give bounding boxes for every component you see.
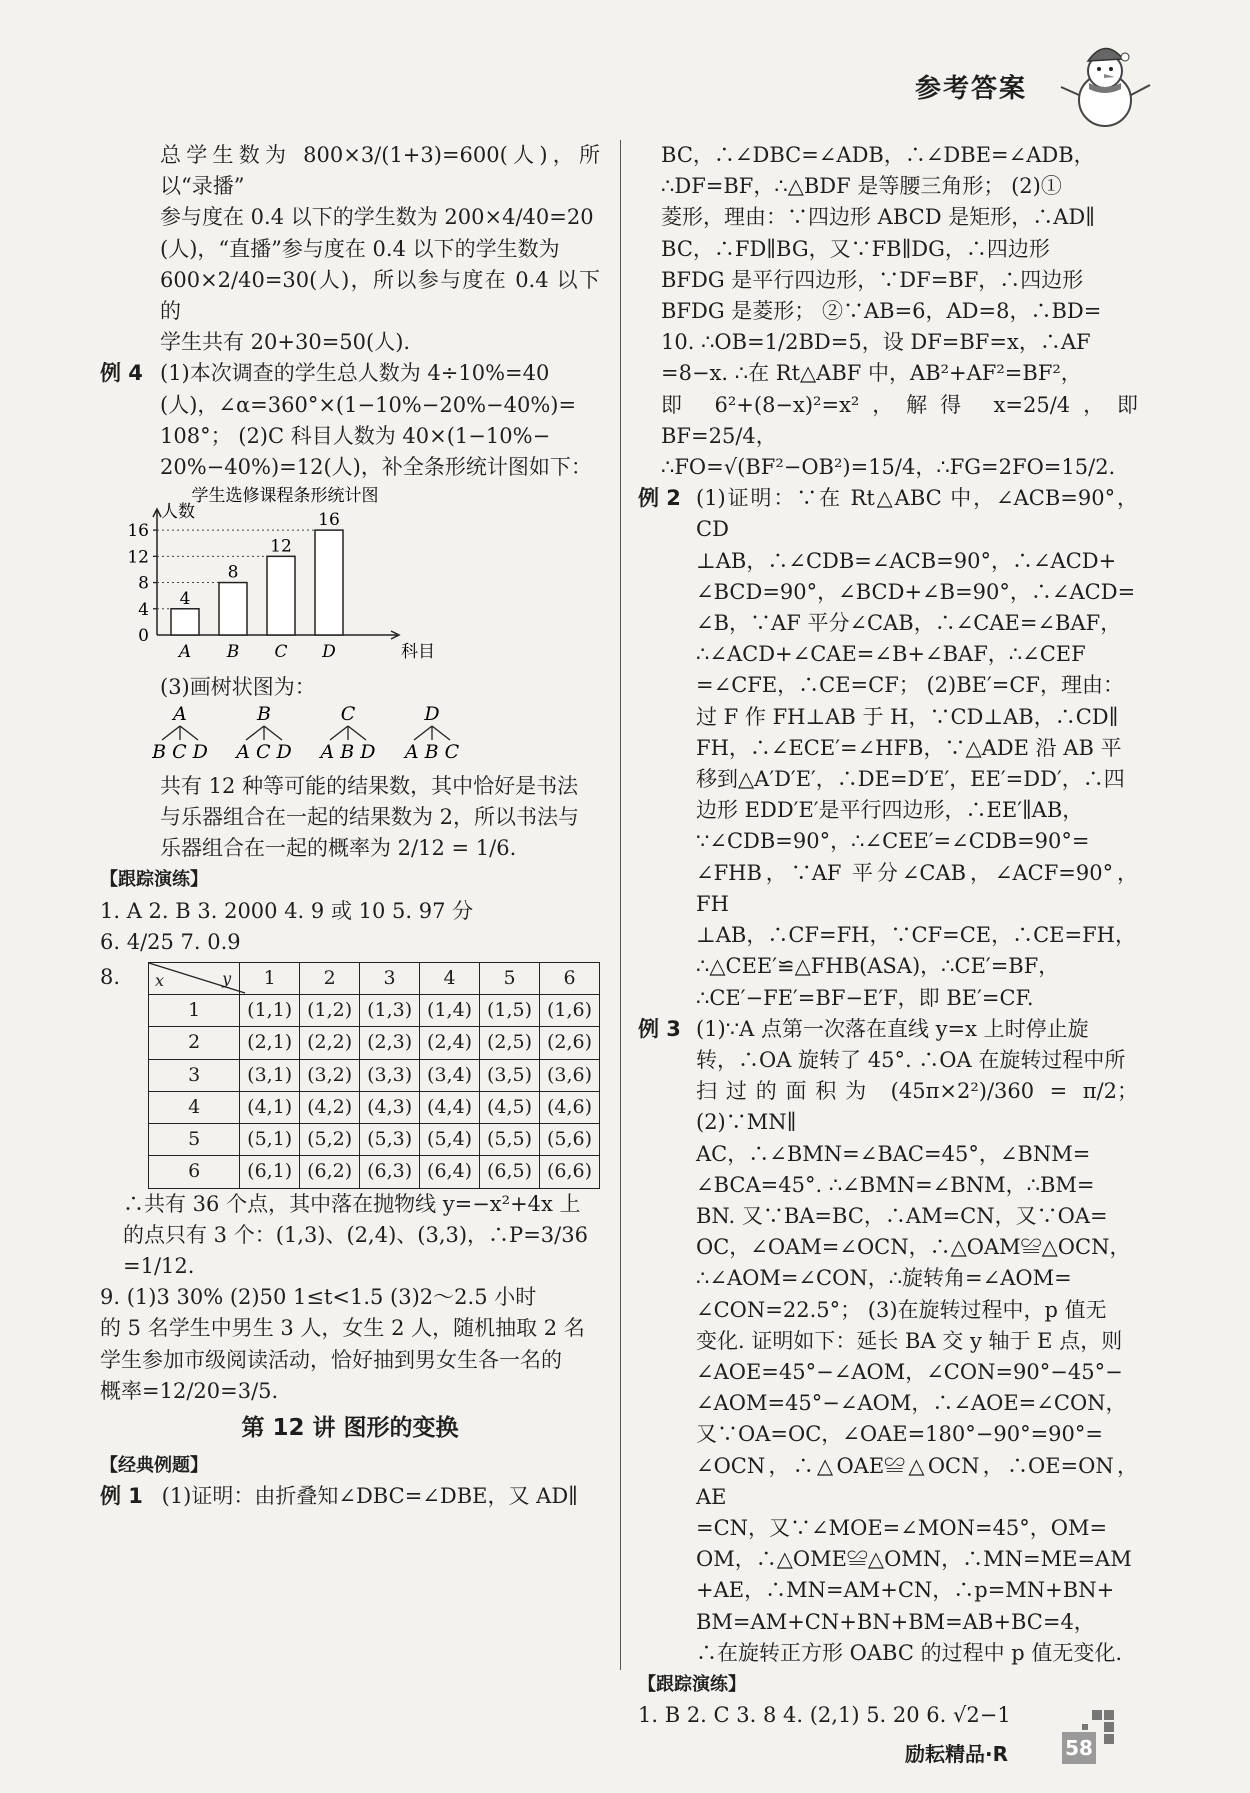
x-tick-label: A (178, 642, 192, 663)
text-line: 乐器组合在一起的概率为 2/12 = 1/6. (160, 836, 517, 861)
left-top-text (100, 140, 600, 358)
text-line: 总学生数为 800×3/(1+3)=600(人)，所以“录播” (160, 143, 600, 199)
table-cell: (2,3) (360, 1027, 420, 1059)
table-cell: (5,4) (420, 1124, 480, 1156)
text-line: 共有 12 种等可能的结果数，其中恰好是书法 (160, 773, 579, 798)
table-cell: (2,4) (420, 1027, 480, 1059)
section-title: 第 12 讲 图形的变换 (241, 1414, 459, 1441)
text-line: (1)∵A 点第一次落在直线 y=x 上时停止旋 (696, 1016, 1089, 1041)
table-cell: (3,5) (480, 1059, 540, 1091)
text-line: 与乐器组合在一起的结果数为 2，所以书法与 (160, 805, 580, 830)
text-line: =1/12. (123, 1253, 195, 1278)
text-line: =∠CFE，∴CE=CF； (2)BE′=CF，理由： (696, 673, 1124, 698)
text-line: OC，∠OAM=∠OCN，∴△OAM≌△OCN， (696, 1235, 1131, 1260)
table-row (149, 995, 600, 1027)
text-line: =8−x. ∴在 Rt△ABF 中，AB²+AF²=BF²， (661, 361, 1082, 386)
text-line: ∴在旋转正方形 OABC 的过程中 p 值无变化. (696, 1640, 1123, 1665)
right-top-text (638, 140, 1138, 483)
text-line: ∠CON=22.5°； (3)在旋转过程中，p 值无 (696, 1297, 1107, 1322)
table-row-header: 5 (149, 1124, 240, 1156)
text-line: ∴FO=√(BF²−OB²)=15/4，∴FG=2FO=15/2. (661, 455, 1116, 480)
text-line: 即 6²+(8−x)²=x²，解得 x=25/4，即 BF=25/4， (661, 392, 1138, 448)
chart-title: 学生选修课程条形统计图 (191, 486, 379, 507)
text-line: BFDG 是平行四边形，∵DF=BF，∴四边形 (661, 267, 1084, 292)
table-row-header: 1 (149, 995, 240, 1027)
bar-chart-svg (105, 485, 465, 663)
tree-leaves: A B D (320, 740, 376, 763)
text-line: 参与度在 0.4 以下的学生数为 200×4/40=20 (160, 205, 594, 230)
text-line: ∴CE′−FE′=BF−E′F，即 BE′=CF. (696, 985, 1034, 1010)
tree-intro: (3)画树状图为： (160, 675, 316, 700)
text-line: 1. A 2. B 3. 2000 4. 9 或 10 5. 97 分 (100, 898, 474, 923)
table-cell: (5,6) (539, 1124, 599, 1156)
table-cell: (3,6) (539, 1059, 599, 1091)
text-line: 9. (1)3 30% (2)50 1≤t<1.5 (3)2～2.5 小时 (100, 1285, 537, 1310)
tree-branch (330, 726, 348, 740)
y-tick-label: 0 (138, 626, 149, 647)
tree-root: D (424, 702, 440, 725)
table-row (149, 1059, 600, 1091)
page-number: 58 (1062, 1732, 1096, 1764)
bar-value-label: 8 (227, 562, 239, 583)
bar-C (267, 557, 295, 636)
text-line: ∵∠CDB=90°，∴∠CEE′=∠CDB=90°= (696, 829, 1090, 854)
table-cell: (3,2) (300, 1059, 360, 1091)
text-line: 变化. 证明如下：延长 BA 交 y 轴于 E 点，则 (696, 1328, 1123, 1353)
table-cell: (6,6) (539, 1156, 599, 1188)
table-cell: (2,6) (539, 1027, 599, 1059)
table-col-header: 6 (539, 963, 599, 995)
left-column (100, 140, 600, 1513)
follow-lines-left (100, 896, 600, 958)
tree-root: B (257, 702, 271, 725)
table-row-header: 6 (149, 1156, 240, 1188)
table-cell: (5,5) (480, 1124, 540, 1156)
text-line: =CN，又∵∠MOE=∠MON=45°，OM= (696, 1515, 1108, 1540)
table-cell: (1,4) (420, 995, 480, 1027)
right-column (638, 140, 1138, 1731)
table-cell: (1,6) (539, 995, 599, 1027)
text-line: (人)，∠α=360°×(1−10%−20%−40%)= (160, 392, 577, 417)
text-line: BC，∴FD∥BG，又∵FB∥DG，∴四边形 (661, 236, 1050, 261)
classic-label: 【经典例题】 (100, 1455, 208, 1477)
table-cell: (6,3) (360, 1156, 420, 1188)
tree-branch (180, 726, 198, 740)
tree-leaves: A B C (404, 740, 460, 763)
table-cell: (3,3) (360, 1059, 420, 1091)
y-tick-label: 12 (127, 547, 149, 568)
tree-branch (414, 726, 432, 740)
text-line: 的点只有 3 个：(1,3)、(2,4)、(3,3)，∴P=3/36 (123, 1222, 588, 1247)
text-line: BM=AM+CN+BN+BM=AB+BC=4， (696, 1609, 1095, 1634)
example-1-label: 例 1 (100, 1484, 143, 1509)
table-cell: (1,5) (480, 995, 540, 1027)
text-line: 扫过的面积为 (45π×2²)/360 = π/2； (2)∵MN∥ (696, 1079, 1138, 1135)
text-line: 过 F 作 FH⊥AB 于 H，∵CD⊥AB，∴CD∥ (696, 704, 1119, 729)
table-cell: (5,1) (240, 1124, 300, 1156)
text-line: (人)，“直播”参与度在 0.4 以下的学生数为 (160, 236, 560, 261)
text-line: 转，∴OA 旋转了 45°. ∴OA 在旋转过程中所 (696, 1047, 1126, 1072)
example-4 (100, 358, 600, 483)
tree-diagram (152, 702, 600, 763)
text-line: 移到△A′D′E′，∴DE=D′E′，EE′=DD′，∴四 (696, 767, 1125, 792)
example-3-label: 例 3 (638, 1016, 681, 1041)
table-cell: (6,5) (480, 1156, 540, 1188)
text-line: ∠BCA=45°. ∴∠BMN=∠BNM，∴BM= (696, 1172, 1095, 1197)
y-tick-label: 4 (138, 600, 149, 621)
bar-value-label: 4 (179, 589, 191, 610)
table-cell: (6,2) (300, 1156, 360, 1188)
table-col-header: 5 (480, 963, 540, 995)
bar-value-label: 16 (318, 510, 340, 531)
table-cell: (4,4) (420, 1091, 480, 1123)
x-tick-label: C (274, 642, 288, 663)
text-line: ∠AOM=45°−∠AOM，∴∠AOE=∠CON， (696, 1391, 1127, 1416)
table-cell: (3,4) (420, 1059, 480, 1091)
example-1 (100, 1481, 600, 1512)
text-line: (1)本次调查的学生总人数为 4÷10%=40 (160, 361, 550, 386)
question-9 (100, 1282, 600, 1407)
text-line: ∠AOE=45°−∠AOM，∠CON=90°−45°− (696, 1359, 1123, 1384)
y-axis-label: 人数 (161, 502, 195, 523)
y-tick-label: 8 (138, 573, 149, 594)
tree-branch (348, 726, 366, 740)
coordinate-table (148, 962, 600, 1188)
example-4-label: 例 4 (100, 361, 143, 386)
follow-label-left: 【跟踪演练】 (100, 869, 208, 891)
corner-y-label: y (222, 969, 232, 989)
corner-x-label: x (155, 971, 165, 991)
table-cell: (3,1) (240, 1059, 300, 1091)
snowman-icon (1055, 35, 1155, 130)
text-line: ∠OCN，∴△OAE≌△OCN，∴OE=ON，AE (696, 1453, 1138, 1509)
table-cell: (1,3) (360, 995, 420, 1027)
y-tick-label: 16 (127, 521, 149, 542)
follow-label-right: 【跟踪演练】 (638, 1673, 746, 1695)
example-3 (638, 1014, 1138, 1669)
text-line: BFDG 是菱形； ②∵AB=6，AD=8，∴BD= (661, 299, 1102, 324)
example-2-label: 例 2 (638, 486, 681, 511)
table-cell: (4,6) (539, 1091, 599, 1123)
tree-branch (162, 726, 180, 740)
table-cell: (6,4) (420, 1156, 480, 1188)
text-line: 菱形，理由：∵四边形 ABCD 是矩形，∴AD∥ (661, 205, 1095, 230)
example-4-tail (100, 771, 600, 865)
table-row-header: 4 (149, 1091, 240, 1123)
q8-tail (100, 1189, 600, 1283)
text-line: 的 5 名学生中男生 3 人，女生 2 人，随机抽取 2 名 (100, 1316, 585, 1341)
table-cell: (4,3) (360, 1091, 420, 1123)
text-line: 108°； (2)C 科目人数为 40×(1−10%− (160, 423, 551, 448)
table-corner (149, 963, 240, 995)
tree-leaves: A C D (236, 740, 292, 763)
text-line: 又∵OA=OC，∠OAE=180°−90°=90°= (696, 1422, 1103, 1447)
text-line: ∠BCD=90°，∠BCD+∠B=90°，∴∠ACD= (696, 579, 1136, 604)
example-1-text: (1)证明：由折叠知∠DBC=∠DBE，又 AD∥ (161, 1484, 578, 1509)
text-line: (1)证明：∵在 Rt△ABC 中，∠ACB=90°，CD (696, 486, 1138, 542)
text-line: ∴∠AOM=∠CON，∴旋转角=∠AOM= (696, 1266, 1072, 1291)
table-cell: (2,5) (480, 1027, 540, 1059)
bar-value-label: 12 (270, 536, 292, 557)
bar-D (315, 530, 343, 635)
table-cell: (2,2) (300, 1027, 360, 1059)
tree-root: A (173, 702, 187, 725)
text-line: BN. 又∵BA=BC，∴AM=CN，又∵OA= (696, 1203, 1108, 1228)
table-col-header: 4 (420, 963, 480, 995)
table-row-header: 3 (149, 1059, 240, 1091)
follow-line-right: 1. B 2. C 3. 8 4. (2,1) 5. 20 6. √2−1 (638, 1703, 1011, 1728)
table-cell: (1,1) (240, 995, 300, 1027)
text-line: FH，∴∠ECE′=∠HFB，∵△ADE 沿 AB 平 (696, 735, 1122, 760)
text-line: 600×2/40=30(人)，所以参与度在 0.4 以下的 (160, 267, 600, 324)
bar-A (171, 609, 199, 635)
table-row (149, 1124, 600, 1156)
table-cell: (4,2) (300, 1091, 360, 1123)
text-line: 6. 4/25 7. 0.9 (100, 929, 241, 954)
text-line: OM，∴△OME≌△OMN，∴MN=ME=AM (696, 1547, 1132, 1572)
text-line: AC，∴∠BMN=∠BAC=45°，∠BNM= (696, 1141, 1091, 1166)
footer-brand: 励耘精品·R (905, 1742, 1008, 1766)
table-row (149, 1027, 600, 1059)
text-line: ⊥AB，∴∠CDB=∠ACB=90°，∴∠ACD+ (696, 548, 1117, 573)
bar-B (219, 583, 247, 635)
table-cell: (6,1) (240, 1156, 300, 1188)
text-line: 10. ∴OB=1/2BD=5，设 DF=BF=x，∴AF (661, 330, 1091, 355)
text-line: ∴∠ACD+∠CAE=∠B+∠BAF，∴∠CEF (696, 642, 1086, 667)
text-line: ∴DF=BF，∴△BDF 是等腰三角形； (2)① (661, 174, 1062, 199)
header-title: 参考答案 (915, 74, 1028, 104)
tree-root: C (340, 702, 356, 725)
x-tick-label: D (322, 642, 336, 663)
tree-branch (246, 726, 264, 740)
text-line: 边形 EDD′E′是平行四边形，∴EE′∥AB， (696, 798, 1084, 823)
text-line: ∴△CEE′≌△FHB(ASA)，∴CE′=BF， (696, 954, 1060, 979)
table-row-header: 2 (149, 1027, 240, 1059)
text-line: BC，∴∠DBC=∠ADB，∴∠DBE=∠ADB， (661, 143, 1095, 167)
table-cell: (5,2) (300, 1124, 360, 1156)
table-col-header: 1 (240, 963, 300, 995)
q8-label: 8. (100, 965, 121, 990)
tree-branch (264, 726, 282, 740)
text-line: 学生参加市级阅读活动，恰好抽到男女生各一名的 (100, 1347, 562, 1372)
table-col-header: 3 (360, 963, 420, 995)
text-line: 概率=12/20=3/5. (100, 1378, 279, 1403)
x-tick-label: B (226, 642, 240, 663)
text-line: ∠B，∵AF 平分∠CAB，∴∠CAE=∠BAF， (696, 611, 1122, 636)
column-divider (620, 140, 621, 1670)
tree-leaves: B C D (152, 740, 208, 763)
table-cell: (4,5) (480, 1091, 540, 1123)
text-line: +AE，∴MN=AM+CN，∴p=MN+BN+ (696, 1578, 1115, 1603)
text-line: 20%−40%)=12(人)，补全条形统计图如下： (160, 455, 592, 480)
text-line: ∴共有 36 个点，其中落在抛物线 y=−x²+4x 上 (123, 1191, 581, 1216)
table-row (149, 1091, 600, 1123)
table-cell: (5,3) (360, 1124, 420, 1156)
example-2 (638, 483, 1138, 1013)
table-row (149, 1156, 600, 1188)
text-line: ⊥AB，∴CF=FH，∵CF=CE，∴CE=FH， (696, 923, 1136, 948)
table-cell: (4,1) (240, 1091, 300, 1123)
text-line: 学生共有 20+30=50(人). (160, 330, 411, 355)
table-col-header: 2 (300, 963, 360, 995)
tree-branch (432, 726, 450, 740)
table-cell: (1,2) (300, 995, 360, 1027)
question-8 (100, 962, 600, 1188)
text-line: ∠FHB，∵AF 平分∠CAB，∠ACF=90°，FH (696, 860, 1138, 916)
table-cell: (2,1) (240, 1027, 300, 1059)
x-axis-label: 科目 (401, 642, 435, 663)
bar-chart (105, 485, 600, 672)
